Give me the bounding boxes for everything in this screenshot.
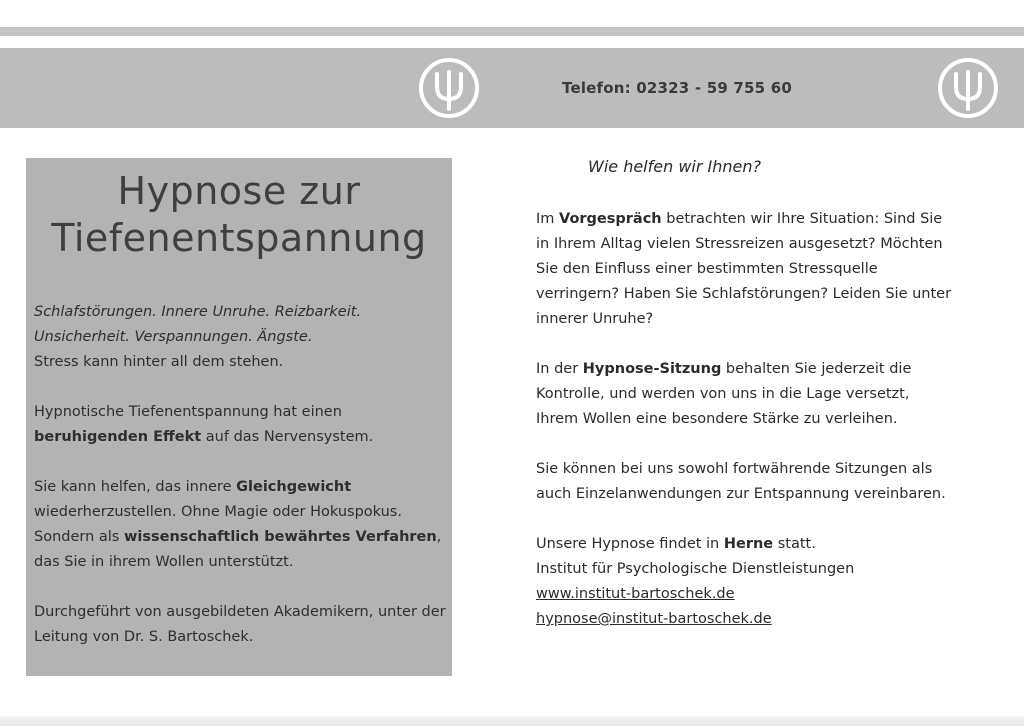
text-span: statt. — [773, 536, 816, 552]
info-box-text — [34, 300, 452, 675]
header-band — [0, 48, 1024, 128]
balance-paragraph — [34, 475, 452, 575]
symptoms-paragraph — [34, 300, 452, 375]
psi-logo-icon — [937, 57, 999, 119]
text-span: Unsere Hypnose findet in — [536, 536, 724, 552]
bold-text: Hypnose-Sitzung — [582, 361, 722, 377]
bottom-edge — [0, 716, 1024, 726]
info-box — [26, 158, 452, 676]
effect-paragraph — [34, 400, 452, 450]
consultation-paragraph — [536, 207, 956, 332]
symptoms-list: Schlafstörungen. Innere Unruhe. Reizbarkeit. Unsicherheit. Verspannungen. Ängste. — [34, 304, 362, 345]
psi-logo-icon — [418, 57, 480, 119]
text-span: auf das Nervensystem. — [201, 429, 374, 445]
text-span: , das Sie in ihrem Wollen unterstützt. — [34, 529, 442, 570]
website-link[interactable]: www.institut-bartoschek.de — [536, 586, 735, 602]
top-stripe — [0, 27, 1024, 36]
email-link[interactable]: hypnose@institut-bartoschek.de — [536, 611, 772, 627]
session-paragraph — [536, 357, 956, 432]
text-span: behalten Sie jederzeit die Kontrolle, und werden von uns in die Lage versetzt, Ihrem Wollen eine besondere Stärke zu verleihen. — [536, 361, 912, 427]
academics-paragraph: Durchgeführt von ausgebildeten Akademikern, unter der Leitung von Dr. S. Bartoschek. — [34, 604, 446, 645]
right-column — [536, 154, 956, 657]
page-title: Hypnose zur Tiefenentspannung — [51, 169, 427, 260]
text-span: Im — [536, 211, 560, 227]
bold-text: wissenschaftlich bewährtes Verfahren — [123, 529, 437, 545]
bold-text: Gleichgewicht — [236, 479, 352, 495]
bold-text: Herne — [723, 536, 774, 552]
text-span: wiederherzustellen. Ohne Magie oder Hokuspokus. Sondern als — [34, 504, 402, 545]
text-span: betrachten wir Ihre Situation: Sind Sie in Ihrem Alltag vielen Stressreizen ausgesetzt? Möchten Sie den Einfluss einer bestimmten Stressquelle verringern? Haben Sie Schlafstörungen? Leiden Sie unter innerer Unruhe? — [536, 211, 952, 327]
section-heading: Wie helfen wir Ihnen? — [588, 157, 761, 176]
bold-text: Vorgespräch — [559, 211, 662, 227]
text-span: In der — [536, 361, 583, 377]
bold-text: beruhigenden Effekt — [34, 429, 202, 445]
institute-name: Institut für Psychologische Dienstleistungen — [536, 561, 855, 577]
contact-paragraph — [536, 532, 956, 632]
phone-number: Telefon: 02323 - 59 755 60 — [562, 79, 793, 97]
offer-paragraph: Sie können bei uns sowohl fortwährende Sitzungen als auch Einzelanwendungen zur Entspannung vereinbaren. — [536, 461, 946, 502]
text-span: Hypnotische Tiefenentspannung hat einen — [34, 404, 342, 420]
stress-line: Stress kann hinter all dem stehen. — [34, 354, 284, 370]
text-span: Sie kann helfen, das innere — [34, 479, 237, 495]
